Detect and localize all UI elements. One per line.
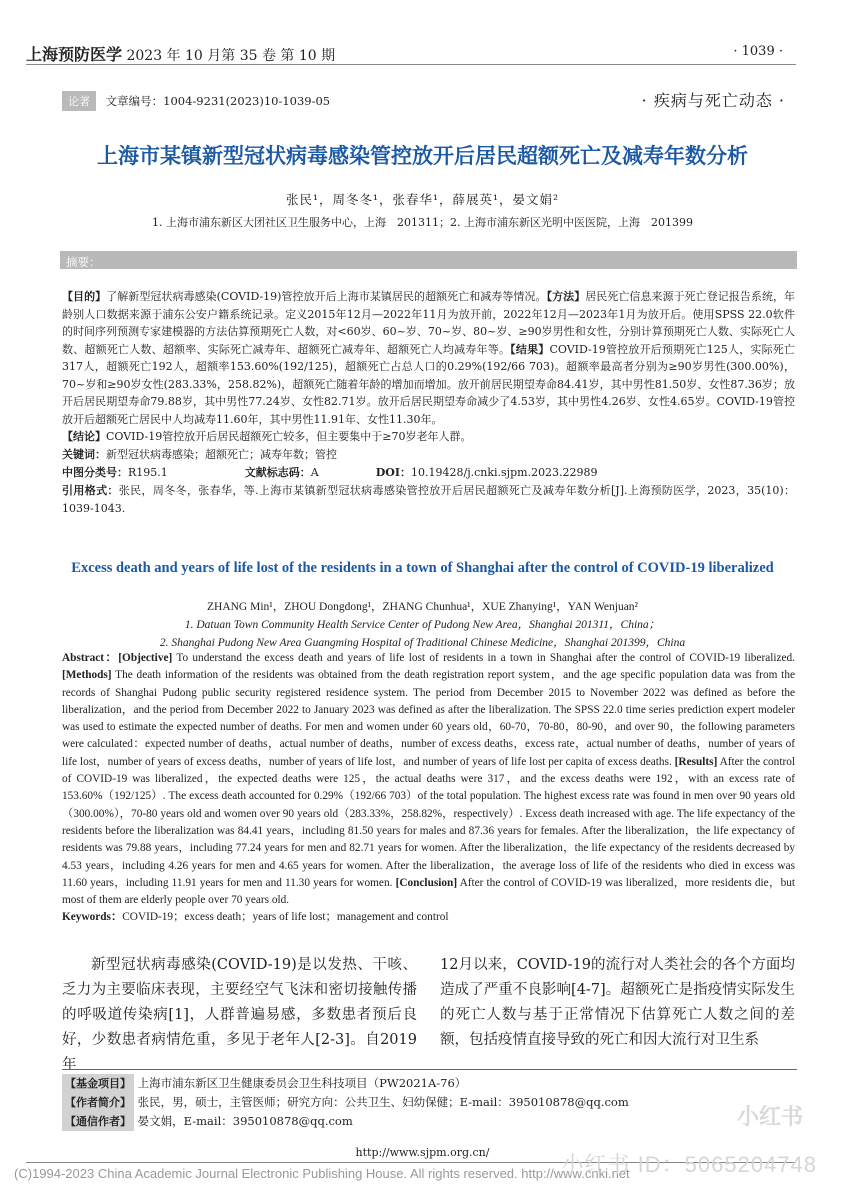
corresponding-text: 晏文娟，E-mail：395010878@qq.com (137, 1114, 353, 1128)
citation-label: 引用格式： (62, 483, 119, 497)
en-abstract-label: Abstract： (62, 652, 119, 664)
classification-line (62, 464, 795, 482)
clc-value: R195.1 (128, 465, 168, 479)
keywords-label: 关键词： (62, 447, 106, 461)
abstract-bar (60, 251, 797, 269)
en-methods-label: [Methods] (62, 669, 112, 682)
en-objective-label: [Objective] (118, 652, 173, 664)
en-conclusion-label: [Conclusion] (395, 876, 458, 889)
fund-label: 【基金项目】 (62, 1074, 134, 1093)
footnotes (62, 1074, 797, 1131)
doi-value[interactable]: 10.19428/j.cnki.sjpm.2023.22989 (411, 465, 598, 479)
results-label: 【结果】 (510, 342, 550, 356)
author-bio-label: 【作者简介】 (62, 1093, 134, 1112)
english-affiliation-1: 1. Datuan Town Community Health Service Center of Pudong New Area，Shanghai 201311，China； (184, 619, 661, 631)
author-bio-line (62, 1093, 797, 1112)
english-abstract (62, 650, 795, 927)
results-text: COVID-19管控放开后预期死亡125人，实际死亡317人，超额死亡192人，超额率153.60%(192/125)，超额死亡占总人口的0.29%(192/66 703)。超额率最高者分别为≥90岁男性(300.00%)，70~岁和≥90岁女性(283.33%，258.82%)，超额死亡随着年龄的增加而增加。放开前居民期望寿命84.41岁，其中男性81.50岁、女性87.36岁；放开后居民期望寿命79.88岁，其中男性77.24岁、女性82.71岁。放开后居民期望寿命减少了4.53岁，其中男性4.26岁、女性4.65岁。COVID-19管控放开后超额死亡居民中人均减寿11.60年，其中男性11.91年、女性11.30年。 (62, 342, 796, 426)
english-title: Excess death and years of life lost of the residents in a town of Shanghai after the control of COVID-19 liberalized (71, 560, 774, 576)
conclusion-label: 【结论】 (62, 430, 106, 443)
footnote-rule (62, 1069, 797, 1070)
clc-label: 中图分类号： (62, 465, 128, 479)
abstract-bar-label: 摘要： (66, 255, 101, 269)
citation-text: 张民，周冬冬，张春华，等.上海市某镇新型冠状病毒感染管控放开后居民超额死亡及减寿年数分析[J].上海预防医学，2023，35(10)：1039-1043. (62, 483, 796, 515)
keywords-text: 新型冠状病毒感染；超额死亡；减寿年数；管控 (106, 447, 337, 461)
objective-text: 了解新型冠状病毒感染(COVID-19)管控放开后上海市某镇居民的超额死亡和减寿等情况。 (106, 290, 547, 303)
english-affiliation-2: 2. Shanghai Pudong New Area Guangming Hospital of Traditional Chinese Medicine，Shanghai 201399，China (159, 637, 686, 649)
doc-code-value: A (310, 465, 319, 479)
conclusion-text: COVID-19管控放开后居民超额死亡较多，但主要集中于≥70岁老年人群。 (106, 430, 472, 443)
author-list: 张民¹，周冬冬¹，张春华¹，薛展英¹，晏文娟² (285, 192, 560, 207)
english-authors: ZHANG Min¹，ZHOU Dongdong¹，ZHANG Chunhua¹，XUE Zhanying¹，YAN Wenjuan² (206, 601, 639, 613)
article-type-tag: 论著 (62, 91, 96, 111)
methods-text: 居民死亡信息来源于死亡登记报告系统，年龄别人口数据来源于浦东公安户籍系统记录。定义2015年12月—2022年11月为放开前，2022年12月—2023年1月为放开后。使用SPSS 22.0软件的时间序列预测专家建模器的方法估算预期死亡人数，对<60岁、60~岁、70~岁、80~岁、≥90岁男性和女性，分别计算预期死亡人数、实际死亡人数、超额死亡人数、超额率、实际死亡减寿年、超额死亡减寿年、超额死亡人均减寿年等。 (62, 290, 796, 356)
watermark-logo: 小红书 (736, 1105, 803, 1130)
doc-code-label: 文献标志码： (244, 465, 311, 479)
body-column-right: 12月以来，COVID-19的流行对人类社会的各个方面均造成了严重不良影响[4-7]。超额死亡是指疫情实际发生的死亡人数与基于正常情况下估算死亡人数之间的差额，包括疫情直接导致的死亡和因大流行对卫生系 (440, 957, 795, 1048)
en-results-label: [Results] (674, 755, 718, 768)
cn-abstract (62, 288, 795, 518)
fund-text: 上海市浦东新区卫生健康委员会卫生科技项目（PW2021A-76） (137, 1076, 467, 1090)
article-number: 文章编号：1004-9231(2023)10-1039-05 (105, 94, 331, 108)
en-keywords-text: COVID-19；excess death；years of life lost；management and control (122, 911, 449, 924)
paper-title: 上海市某镇新型冠状病毒感染管控放开后居民超额死亡及减寿年数分析 (97, 144, 748, 168)
corresponding-line (62, 1112, 797, 1131)
section-label: · 疾病与死亡动态 · (641, 91, 785, 110)
en-keywords-label: Keywords： (62, 911, 123, 924)
objective-label: 【目的】 (62, 290, 107, 303)
doi-label: DOI： (375, 465, 412, 479)
author-bio-text: 张民，男，硕士，主管医师；研究方向：公共卫生、妇幼保健；E-mail：395010878@qq.com (137, 1095, 629, 1109)
corresponding-label: 【通信作者】 (62, 1112, 134, 1131)
body-column-left: 新型冠状病毒感染(COVID-19)是以发热、干咳、乏力为主要临床表现，主要经空气飞沫和密切接触传播的呼吸道传染病[1]，人群普遍易感，多数患者预后良好，少数患者病情危重，多见于老年人[2-3]。自2019年 (62, 957, 417, 1073)
methods-label: 【方法】 (546, 290, 586, 303)
affiliations: 1. 上海市浦东新区大团社区卫生服务中心，上海 201311；2. 上海市浦东新区光明中医医院，上海 201399 (152, 216, 693, 229)
journal-logo: 上海预防医学 (26, 45, 123, 64)
fund-line (62, 1074, 797, 1093)
cn-conclusion (62, 428, 795, 446)
en-results-text: After the control of COVID-19 was liberalized，the expected deaths were 125，the actual deaths were 317，and the excess deaths were 192，with an excess rate of 153.60%（192/125）. The excess death accounted for 0.29%（192/66 703）of the total population. The highest excess rate was found in men over 90 years old（300.00%），70-80 years old and women over 90 years old（283.33%，258.82%，respectively）. Excess death increased with age. The life expectancy of the residents before the liberalization was 84.41 years，including 81.50 years for males and 87.36 years for females. After the liberalization，the life expectancy of residents was 79.88 years，including 77.24 years for men and 82.71 years for women. After the liberalization，the life expectancy of the residents decreased by 4.53 years，including 4.26 years for men and 4.65 years for women. After the liberalization，the average loss of life of the residents who died in excess was 11.60 years，including 11.91 years for men and 11.30 years for women. (62, 755, 796, 889)
cn-abstract-text (62, 288, 795, 428)
en-conclusion-text: After the control of COVID-19 was liberalized，more residents die，but most of them are elderly people over 70 years old. (62, 876, 796, 907)
article-meta (62, 91, 330, 111)
page-number: · 1039 · (733, 44, 783, 59)
cn-keywords (62, 446, 795, 464)
journal-header (26, 42, 335, 65)
en-methods-text: The death information of the residents was obtained from the death registration report system，and the age specific population data was from the records of Shanghai Pudong public security registered residence system. The period from December 2015 to November 2022 was defined as before the liberalization，and the period from December 2022 to January 2023 was defined as after the liberalization. The SPSS 22.0 time series prediction expert modeler was used to estimate the expected number of deaths. For men and women under 60 years old，60-70，70-80，80-90，and over 90，the following parameters were calculated：expected number of deaths，actual number of deaths，number of excess deaths，excess rate，actual number of deaths，number of years of life lost，number of years of excess deaths，number of years of life lost，and number of years of life lost per capita of excess deaths. (62, 669, 795, 768)
copyright-line: (C)1994-2023 China Academic Journal Electronic Publishing House. All rights reserved. http://www.cnki.net (14, 1166, 630, 1181)
en-objective-text: To understand the excess death and years of life lost of residents in a town in Shanghai after the control of COVID-19 liberalized. (172, 652, 795, 664)
watermark-id: 小红书 ID：5065204748 (561, 1152, 817, 1177)
english-affiliations (0, 616, 845, 652)
citation-line (62, 482, 795, 518)
journal-issue: 2023 年 10 月第 35 卷 第 10 期 (126, 48, 336, 64)
header-rule (26, 64, 796, 65)
footer-url[interactable]: http://www.sjpm.org.cn/ (355, 1146, 490, 1159)
